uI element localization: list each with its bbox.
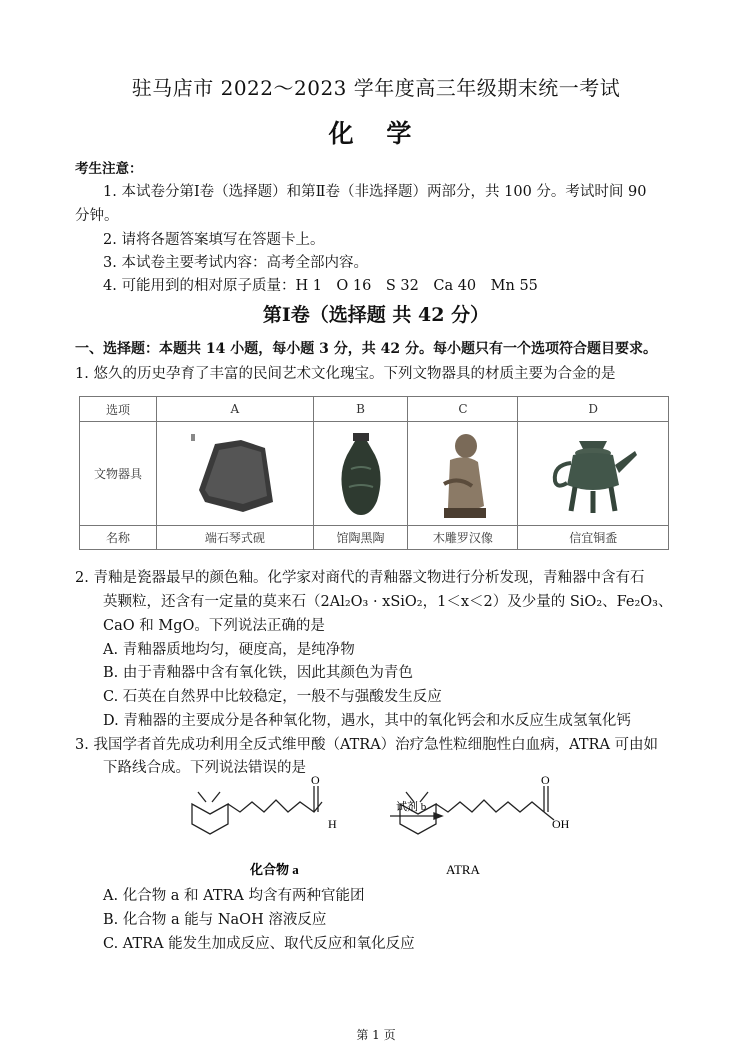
chain-a [228,800,322,812]
label-atra: ATRA [446,862,480,877]
q2-stem-line1: 2. 青釉是瓷器最早的颜色釉。化学家对商代的青釉器文物进行分析发现，青釉器中含有石 [75,570,645,586]
subject-title: 化 学 [328,119,424,148]
name-c: 木雕罗汉像 [408,526,518,550]
name-row-label: 名称 [80,526,157,550]
chain-atra [436,800,544,812]
exam-title: 驻马店市 2022～2023 学年度高三年级期末统一考试 [131,76,621,100]
name-d: 信宜铜盉 [518,526,669,550]
q2-option-a: A. 青釉器质地均匀，硬度高，是纯净物 [103,642,355,658]
notice-item-3: 3. 本试卷主要考试内容：高考全部内容。 [103,255,368,271]
notice-item-1: 1. 本试卷分第Ⅰ卷（选择题）和第Ⅱ卷（非选择题）两部分，共 100 分。考试时间 90 [103,184,647,200]
atom-oh: OH [552,817,570,831]
label-compound-a: 化合物 a [250,862,299,877]
option-d-label: D [518,397,669,422]
q2-option-c: C. 石英在自然界中比较稳定，一般不与强酸发生反应 [103,689,442,705]
notice-item-2: 2. 请将各题答案填写在答题卡上。 [103,232,325,248]
reagent-label: 试剂 b [396,801,427,813]
table-row [80,397,669,422]
synthesis-scheme [190,772,570,882]
atom-o2: O [541,773,550,787]
black-pottery-image [313,422,408,526]
q1-stem: 1. 悠久的历史孕育了丰富的民间艺术文化瑰宝。下列文物器具的材质主要为合金的是 [75,366,616,382]
q3-stem-line2: 下路线合成。下列说法错误的是 [103,760,306,776]
table-header-label: 选项 [80,397,157,422]
notice-item-4: 4. 可能用到的相对原子质量：H 1 O 16 S 32 Ca 40 Mn 55 [103,278,538,294]
q2-option-b: B. 由于青釉器中含有氧化铁，因此其颜色为青色 [103,665,413,681]
table-row [80,526,669,550]
artifact-table [79,396,669,550]
ring-a [192,804,228,834]
table-row [80,422,669,526]
wood-arhat-image [408,422,518,526]
notice-heading: 考生注意： [75,161,143,177]
section-instructions: 一、选择题：本题共 14 小题，每小题 3 分，共 42 分。每小题只有一个选项符合题目要求。 [75,341,657,357]
q3-option-a: A. 化合物 a 和 ATRA 均含有两种官能团 [103,888,365,904]
page-number: 第 1 页 [356,1028,396,1042]
notice-item-1-cont: 分钟。 [75,208,119,224]
inkstone-image [157,422,314,526]
bronze-he-image [518,422,669,526]
option-c-label: C [408,397,518,422]
option-b-label: B [313,397,408,422]
image-row-label: 文物器具 [80,422,157,526]
q2-stem-line2: 英颗粒，还含有一定量的莫来石（2Al₂O₃ · xSiO₂，1＜x＜2）及少量的 SiO₂、Fe₂O₃、 [103,594,673,610]
q3-option-b: B. 化合物 a 能与 NaOH 溶液反应 [103,912,327,928]
option-a-label: A [157,397,314,422]
name-a: 端石琴式砚 [157,526,314,550]
section-heading: 第Ⅰ卷（选择题 共 42 分） [262,304,490,326]
q2-option-d: D. 青釉器的主要成分是各种氧化物，遇水，其中的氧化钙会和水反应生成氢氧化钙 [103,713,631,729]
name-b: 馆陶黑陶 [313,526,408,550]
q3-option-c: C. ATRA 能发生加成反应、取代反应和氧化反应 [103,936,415,952]
atom-o1: O [311,773,320,787]
q2-stem-line3: CaO 和 MgO。下列说法正确的是 [103,618,325,634]
atom-h: H [328,817,337,831]
q3-stem-line1: 3. 我国学者首先成功利用全反式维甲酸（ATRA）治疗急性粒细胞性白血病，ATRA 可由如 [75,737,659,753]
